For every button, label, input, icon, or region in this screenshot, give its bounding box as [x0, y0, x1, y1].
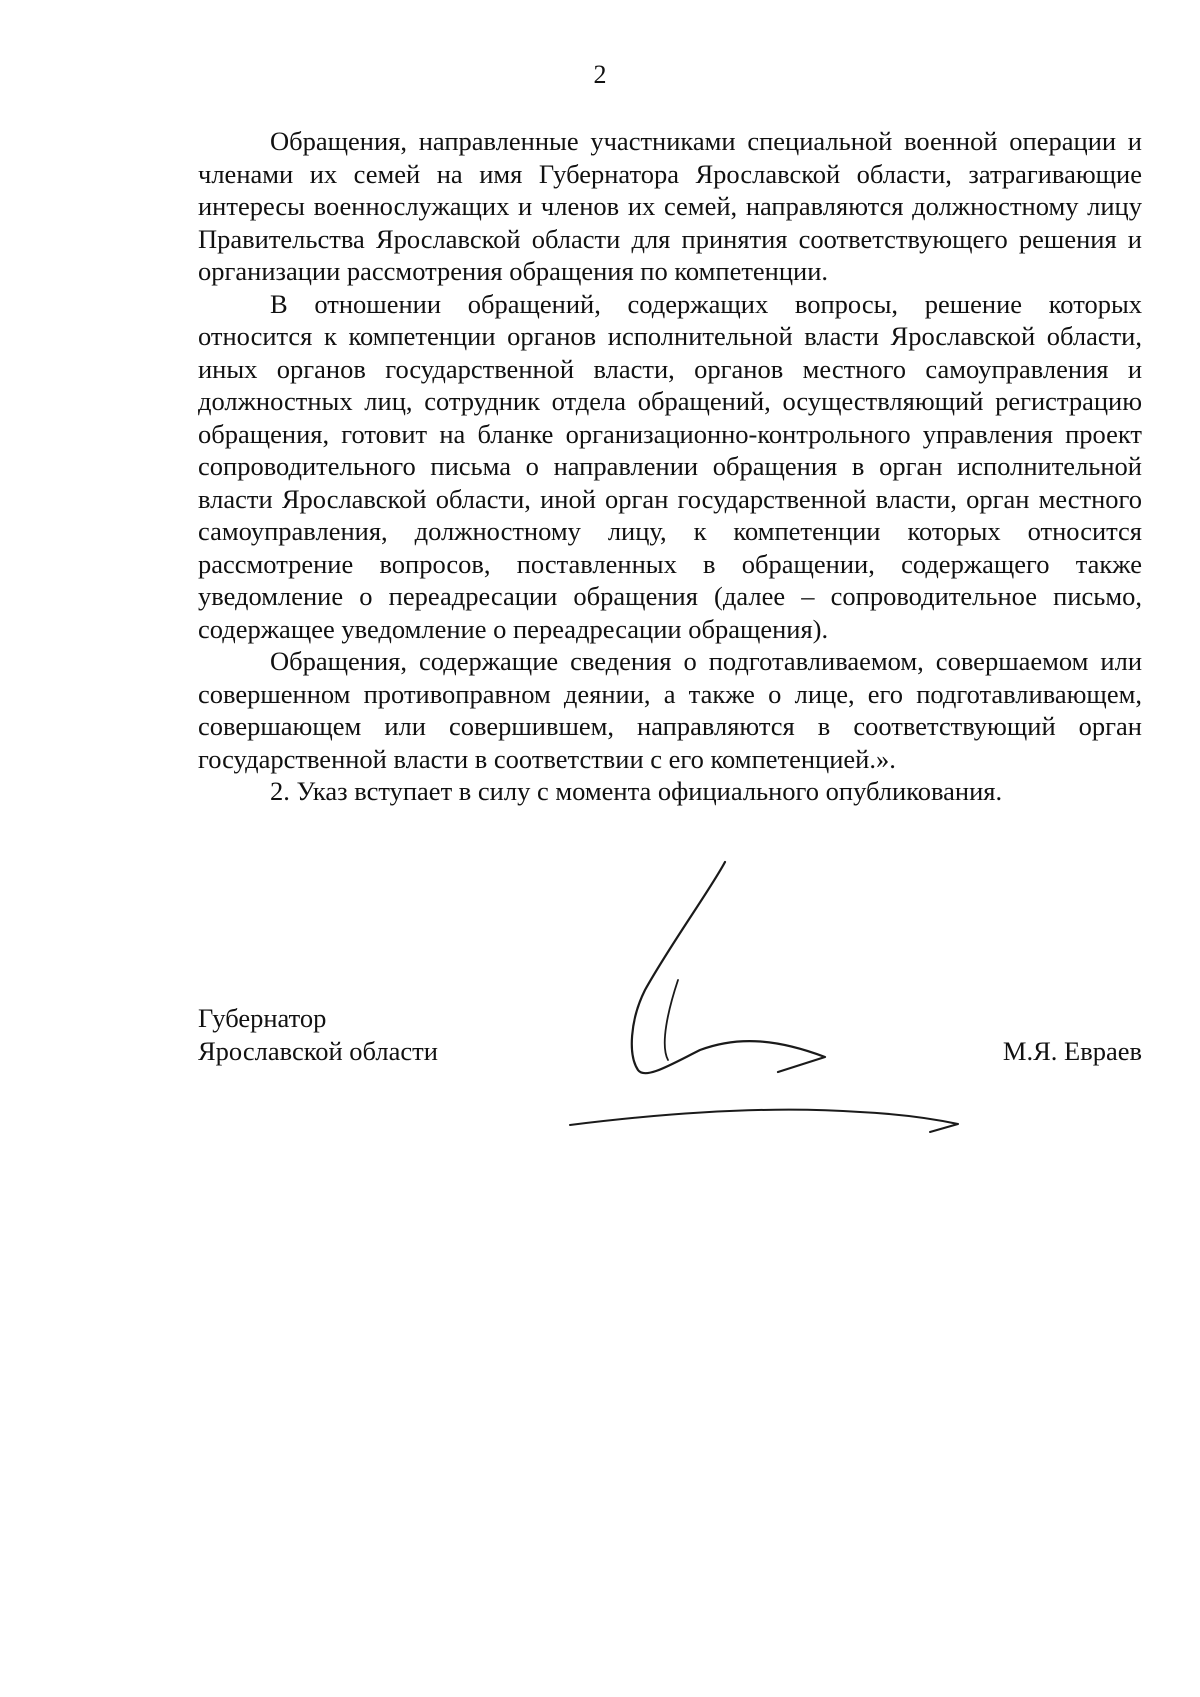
signer-position-line-1: Губернатор — [198, 1003, 327, 1033]
handwritten-signature — [560, 850, 980, 1150]
page-number: 2 — [593, 60, 607, 89]
paragraph-entry-into-force: 2. Указ вступает в силу с момента официального опубликования. — [270, 776, 1003, 806]
signature-loop-stroke — [632, 862, 825, 1073]
signer-position — [198, 1002, 438, 1067]
signature-inner-stroke — [665, 980, 678, 1060]
signer-position-line-2: Ярославской области — [198, 1035, 438, 1066]
paragraph-redirect-appeals: В отношении обращений, содержащих вопросы, решение которых относится к компетенции органов исполнительной власти Ярославской области, иных органов государственной власти, органов местного самоуправления и должностных лиц, сотрудник отдела обращений, осуществляющий регистрацию обращения, готовит на бланке организационно-контрольного управления проект сопроводительного письма о направлении обращения в орган исполнительной власти Ярославской области, иной орган государственной власти, орган местного самоуправления, должностному лицу, к компетенции которых относится рассмотрение вопросов, поставленных в обращении, содержащего также уведомление о переадресации обращения (далее – сопроводительное письмо, содержащее уведомление о переадресации обращения). — [198, 288, 1142, 644]
document-body — [198, 125, 1142, 808]
paragraph-unlawful-acts: Обращения, содержащие сведения о подготавливаемом, совершаемом или совершенном противоправном деянии, а также о лице, его подготавливающем, совершающем или совершившем, направляются в соответствующий орган государственной власти в соответствии с его компетенцией.». — [198, 646, 1142, 774]
paragraph-svo-appeals: Обращения, направленные участниками специальной военной операции и членами их семей на имя Губернатора Ярославской области, затрагивающие интересы военнослужащих и членов их семей, направляются должностному лицу Правительства Ярославской области для принятия соответствующего решения и организации рассмотрения обращения по компетенции. — [198, 126, 1142, 286]
signer-name: М.Я. Евраев — [1002, 1035, 1142, 1066]
signature-underline-stroke — [570, 1110, 958, 1132]
